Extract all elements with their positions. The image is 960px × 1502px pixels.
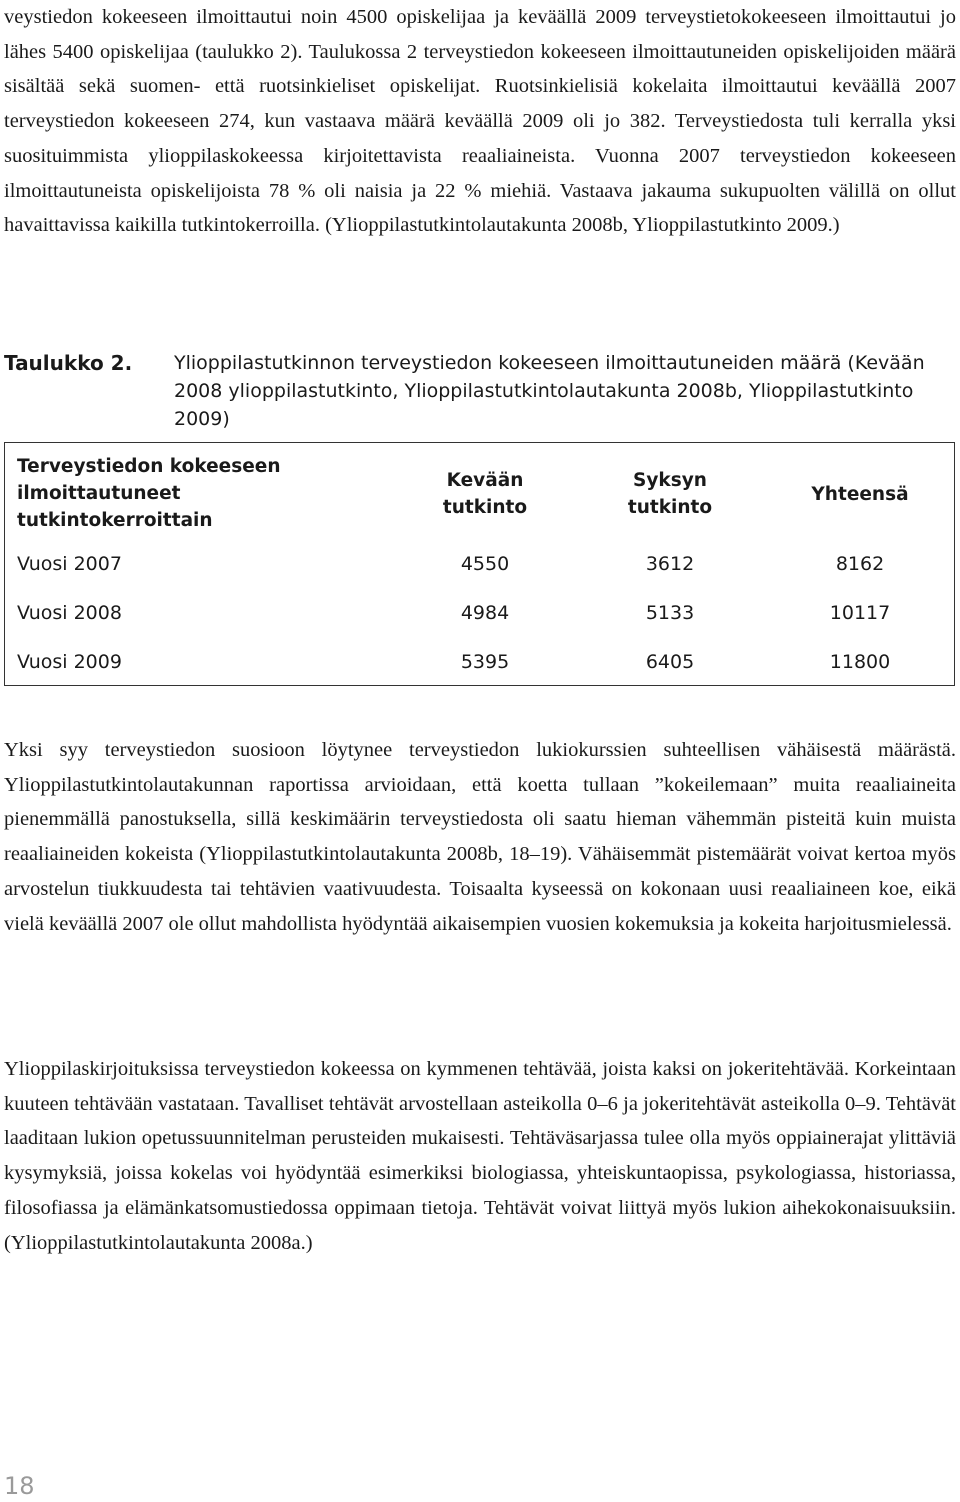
table-cell: 5395 (460, 651, 510, 673)
table-row-label: Vuosi 2009 (17, 651, 122, 673)
table-cell: 3612 (645, 553, 695, 575)
table-cell: 11800 (829, 651, 891, 673)
table-header-autumn: Syksyn tutkinto (627, 470, 713, 518)
table-header-spring: Kevään tutkinto (442, 470, 528, 518)
table-cell: 4984 (460, 602, 510, 624)
table-caption-text: Ylioppilastutkinnon terveystiedon kokeeseen ilmoittautuneiden määrä (Kevään 2008 ylioppilastutkinto, Ylioppilastutkintolautakunta 2008b, Ylioppilastutkinto 2009) (174, 352, 925, 430)
table-cell: 4550 (460, 553, 510, 575)
body-paragraph: Ylioppilaskirjoituksissa terveystiedon kokeessa on kymmenen tehtävää, joista kaksi on jokeritehtävää. Korkeintaan kuuteen tehtävään vastataan. Tavalliset tehtävät arvostellaan asteikolla 0–6 ja jokeritehtävät asteikolla 0–9. Tehtävät laaditaan lukion opetussuunnitelman perusteiden mukaisesti. Tehtäväsarjassa tulee olla myös oppiainerajat ylittäviä kysymyksiä, joissa kokelas voi hyödyntää esimerkiksi biologiassa, yhteiskuntaopissa, psykologiassa, historiassa, filosofiassa ja elämänkatsomustiedossa oppimaan tietoja. Tehtävät voivat liittyä myös lukion aihekokonaisuuksiin. (Ylioppilastutkintolautakunta 2008a.) (4, 1058, 956, 1254)
table-header-category: Terveystiedon kokeeseen ilmoittautuneet tutkintokerroittain (17, 456, 281, 531)
table-cell: 10117 (829, 602, 891, 624)
data-table (4, 442, 955, 686)
table-header-total: Yhteensä (811, 484, 909, 505)
table-row-label: Vuosi 2007 (17, 553, 122, 575)
table-cell: 5133 (645, 602, 695, 624)
body-paragraph: veystiedon kokeeseen ilmoittautui noin 4500 opiskelijaa ja keväällä 2009 terveystietokokeeseen ilmoittautui jo lähes 5400 opiskelijaa (taulukko 2). Taulukossa 2 terveystiedon kokeeseen ilmoittautuneiden opiskelijoiden määrä sisältää sekä suomen- että ruotsinkieliset opiskelijat. Ruotsinkielisiä kokelaita ilmoittautui keväällä 2007 terveystiedon kokeeseen 274, kun vastaava määrä keväällä 2009 oli jo 382. Terveystiedosta tuli kerralla yksi suosituimmista ylioppilaskokeessa kirjoitettavista reaaliaineista. Vuonna 2007 terveystiedon kokeeseen ilmoittautuneista opiskelijoista 78 % oli naisia ja 22 % miehiä. Vastaava jakauma sukupuolten välillä on ollut havaittavissa kaikilla tutkintokerroilla. (Ylioppilastutkintolautakunta 2008b, Ylioppilastutkinto 2009.) (4, 6, 956, 237)
page-number: 18 (4, 1472, 35, 1500)
body-paragraph: Yksi syy terveystiedon suosioon löytynee terveystiedon lukiokurssien suhteellisen vähäisestä määrästä. Ylioppilastutkintolautakunnan raportissa arvioidaan, että koetta tullaan ”kokeilemaan” muita reaaliaineita pienemmällä panostuksella, sillä keskimäärin terveystiedosta oli saatu hieman vähemmän pisteitä kuin muista reaaliaineiden kokeista (Ylioppilastutkintolautakunta 2008b, 18–19). Vähäisemmät pistemäärät voivat kertoa myös arvostelun tiukkuudesta tai tehtävien vaativuudesta. Toisaalta kyseessä on kokonaan uusi reaaliaineen koe, eikä vielä keväällä 2007 ole ollut mahdollista hyödyntää aikaisempien vuosien kokemuksia ja kokeita harjoitusmielessä. (4, 739, 956, 935)
table-cell: 8162 (835, 553, 885, 575)
table-row-label: Vuosi 2008 (17, 602, 122, 624)
table-caption-label: Taulukko 2. (4, 351, 133, 375)
table-cell: 6405 (645, 651, 695, 673)
